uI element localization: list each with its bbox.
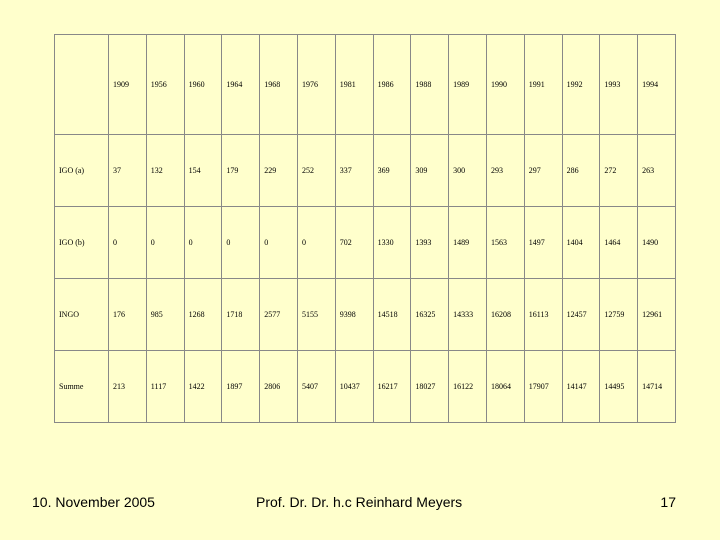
row-label-cell: IGO (a): [55, 135, 109, 207]
value-cell: 1490: [638, 207, 676, 279]
year-header-cell: 1968: [260, 35, 298, 135]
value-cell: 272: [600, 135, 638, 207]
table-row: [55, 279, 676, 351]
value-cell: 0: [109, 207, 147, 279]
row-label-cell: IGO (b): [55, 207, 109, 279]
value-cell: 12961: [638, 279, 676, 351]
value-cell: 5407: [297, 351, 335, 423]
page-number: 17: [660, 494, 676, 510]
value-cell: 1464: [600, 207, 638, 279]
year-header-cell: 1989: [449, 35, 487, 135]
value-cell: 16217: [373, 351, 411, 423]
value-cell: 1117: [146, 351, 184, 423]
year-header-cell: 1990: [486, 35, 524, 135]
value-cell: 179: [222, 135, 260, 207]
value-cell: 309: [411, 135, 449, 207]
value-cell: 1404: [562, 207, 600, 279]
row-label-cell: INGO: [55, 279, 109, 351]
table-row: [55, 135, 676, 207]
table-row: [55, 207, 676, 279]
value-cell: 1718: [222, 279, 260, 351]
year-header-cell: 1993: [600, 35, 638, 135]
value-cell: 14147: [562, 351, 600, 423]
value-cell: 14495: [600, 351, 638, 423]
value-cell: 2577: [260, 279, 298, 351]
year-header-cell: 1981: [335, 35, 373, 135]
footer-author: Prof. Dr. Dr. h.c Reinhard Meyers: [256, 494, 463, 510]
value-cell: 1563: [486, 207, 524, 279]
value-cell: 213: [109, 351, 147, 423]
row-label-cell: Summe: [55, 351, 109, 423]
value-cell: 300: [449, 135, 487, 207]
year-header-cell: 1960: [184, 35, 222, 135]
year-header-cell: 1986: [373, 35, 411, 135]
value-cell: 0: [222, 207, 260, 279]
value-cell: 702: [335, 207, 373, 279]
value-cell: 252: [297, 135, 335, 207]
value-cell: 297: [524, 135, 562, 207]
value-cell: 0: [146, 207, 184, 279]
value-cell: 1330: [373, 207, 411, 279]
value-cell: 18064: [486, 351, 524, 423]
statistics-table: [54, 34, 676, 423]
value-cell: 1489: [449, 207, 487, 279]
year-header-cell: 1991: [524, 35, 562, 135]
year-header-cell: 1992: [562, 35, 600, 135]
value-cell: 14333: [449, 279, 487, 351]
value-cell: 9398: [335, 279, 373, 351]
value-cell: 1897: [222, 351, 260, 423]
value-cell: 229: [260, 135, 298, 207]
value-cell: 14714: [638, 351, 676, 423]
value-cell: 18027: [411, 351, 449, 423]
value-cell: 12759: [600, 279, 638, 351]
value-cell: 0: [260, 207, 298, 279]
value-cell: 14518: [373, 279, 411, 351]
value-cell: 1393: [411, 207, 449, 279]
year-header-cell: 1909: [109, 35, 147, 135]
year-header-cell: 1956: [146, 35, 184, 135]
value-cell: 17907: [524, 351, 562, 423]
value-cell: 1268: [184, 279, 222, 351]
value-cell: 5155: [297, 279, 335, 351]
header-corner-cell: [55, 35, 109, 135]
value-cell: 293: [486, 135, 524, 207]
value-cell: 337: [335, 135, 373, 207]
value-cell: 263: [638, 135, 676, 207]
value-cell: 985: [146, 279, 184, 351]
value-cell: 37: [109, 135, 147, 207]
value-cell: 16208: [486, 279, 524, 351]
value-cell: 1422: [184, 351, 222, 423]
year-header-cell: 1964: [222, 35, 260, 135]
value-cell: 16122: [449, 351, 487, 423]
value-cell: 286: [562, 135, 600, 207]
value-cell: 10437: [335, 351, 373, 423]
year-header-cell: 1988: [411, 35, 449, 135]
value-cell: 16113: [524, 279, 562, 351]
footer-date: 10. November 2005: [32, 494, 155, 510]
value-cell: 0: [184, 207, 222, 279]
value-cell: 176: [109, 279, 147, 351]
header-row: [55, 35, 676, 135]
value-cell: 1497: [524, 207, 562, 279]
value-cell: 132: [146, 135, 184, 207]
value-cell: 0: [297, 207, 335, 279]
value-cell: 2806: [260, 351, 298, 423]
year-header-cell: 1994: [638, 35, 676, 135]
value-cell: 16325: [411, 279, 449, 351]
table-row: [55, 351, 676, 423]
year-header-cell: 1976: [297, 35, 335, 135]
value-cell: 12457: [562, 279, 600, 351]
value-cell: 369: [373, 135, 411, 207]
value-cell: 154: [184, 135, 222, 207]
statistics-table-body: [55, 35, 676, 423]
